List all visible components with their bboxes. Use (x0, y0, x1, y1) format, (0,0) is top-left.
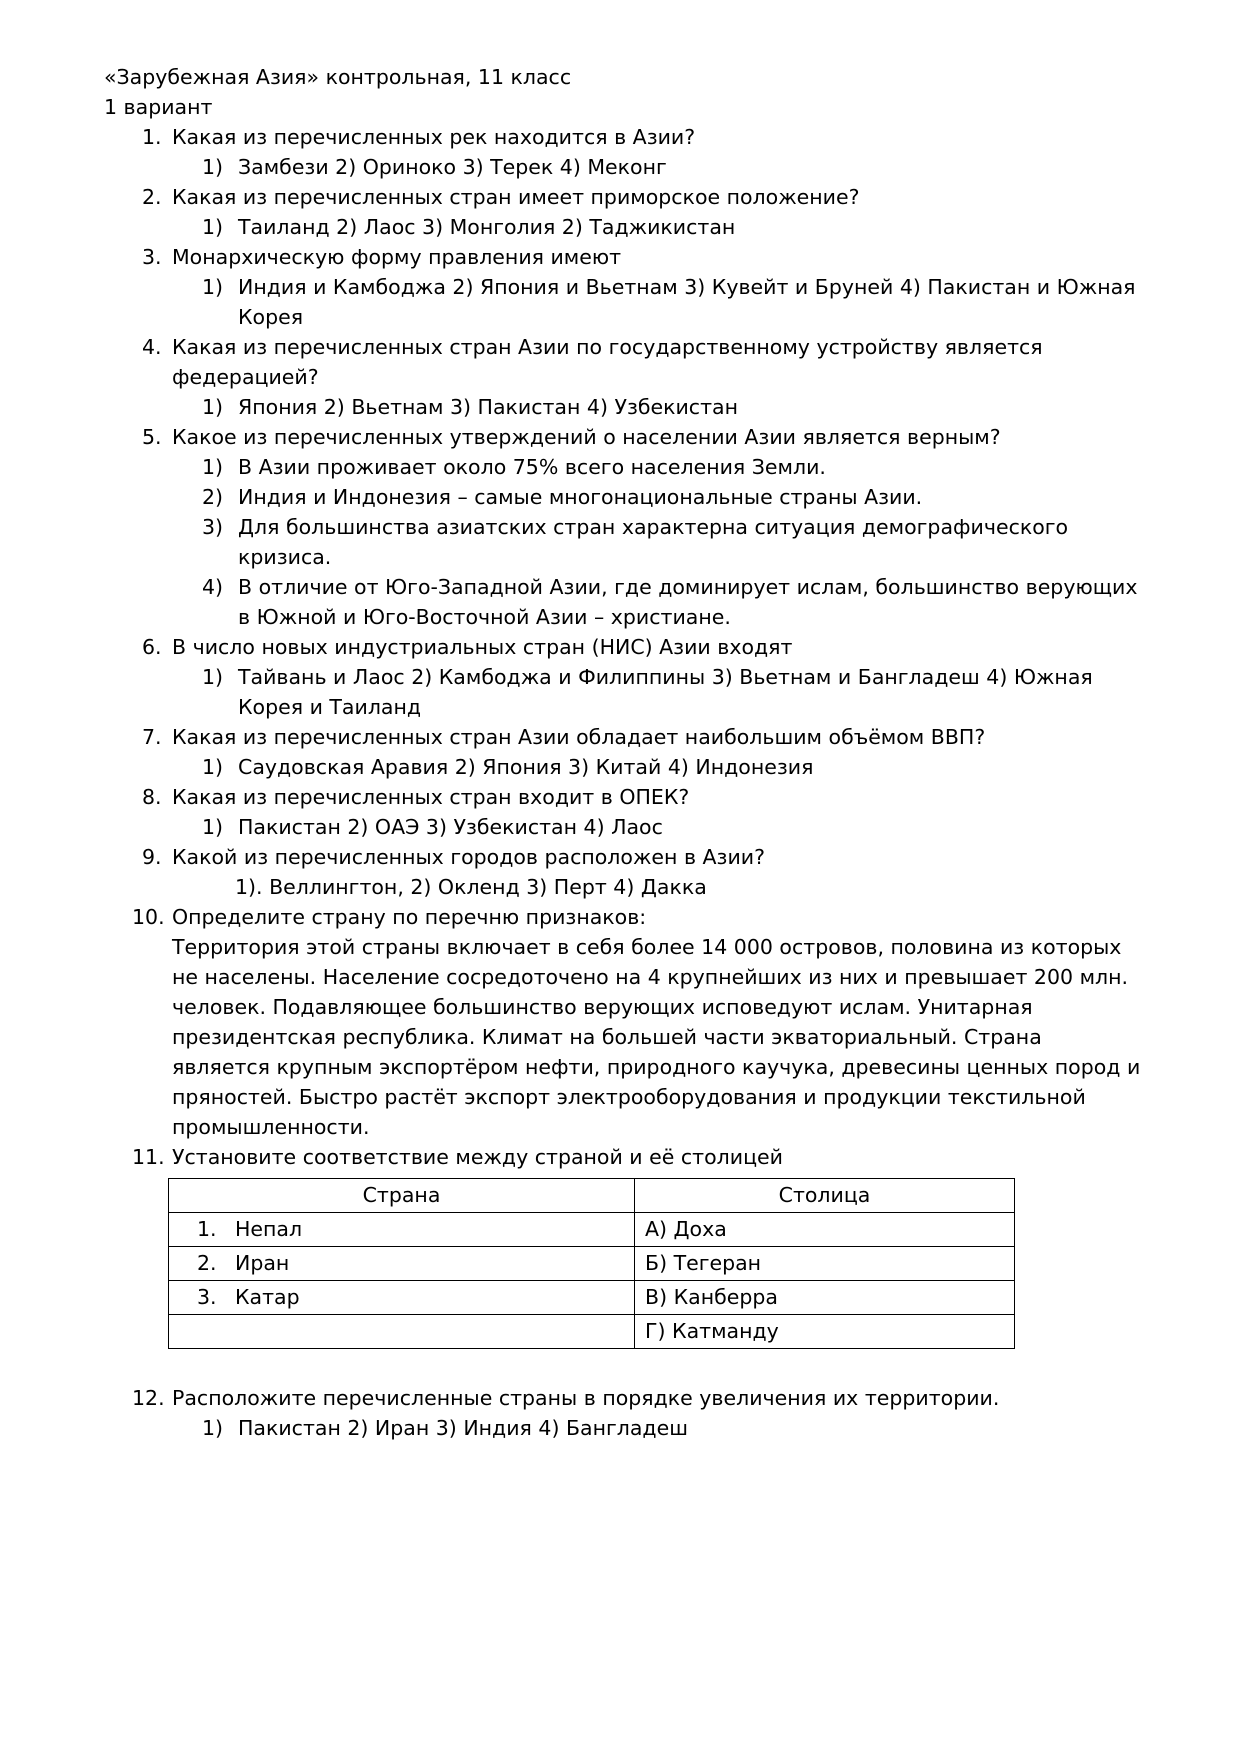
question-2-options-text: Таиланд 2) Лаос 3) Монголия 2) Таджикистан (238, 215, 736, 239)
question-1-options-text: Замбези 2) Ориноко 3) Терек 4) Меконг (238, 155, 667, 179)
question-9 (104, 842, 1141, 902)
question-6 (104, 632, 1141, 722)
country-capital-table (168, 1178, 1015, 1349)
question-10 (104, 902, 1147, 1142)
question-4 (104, 332, 1141, 422)
question-10-text: Определите страну по перечню признаков: (172, 905, 647, 929)
question-12-block (104, 1383, 1141, 1443)
table-row (169, 1247, 1015, 1281)
question-6-text: В число новых индустриальных стран (НИС) Азии входят (172, 635, 793, 659)
question-5-option-1: В Азии проживает около 75% всего населения Земли. (238, 455, 826, 479)
row-index: 2. (197, 1251, 217, 1275)
table-cell-capital: Б) Тегеран (635, 1247, 1015, 1281)
question-2-text: Какая из перечисленных стран имеет приморское положение? (172, 185, 860, 209)
question-8-options-text: Пакистан 2) ОАЭ 3) Узбекистан 4) Лаос (238, 815, 663, 839)
table-cell-country (169, 1281, 635, 1315)
question-3-options-text: Индия и Камбоджа 2) Япония и Вьетнам 3) Кувейт и Бруней 4) Пакистан и Южная Корея (238, 275, 1143, 329)
question-5-option-4: В отличие от Юго-Западной Азии, где доминирует ислам, большинство верующих в Южной и Юго-Восточной Азии – христиане. (238, 575, 1144, 629)
table-row (169, 1213, 1015, 1247)
question-5-option-3: Для большинства азиатских стран характерна ситуация демографического кризиса. (238, 515, 1075, 569)
question-8-text: Какая из перечисленных стран входит в ОПЕК? (172, 785, 690, 809)
table-cell-country (169, 1247, 635, 1281)
question-2-options (172, 212, 1141, 242)
question-11-text: Установите соответствие между страной и её столицей (172, 1145, 783, 1169)
question-12-options (172, 1413, 1141, 1443)
question-7-text: Какая из перечисленных стран Азии обладает наибольшим объёмом ВВП? (172, 725, 986, 749)
country-name: Катар (235, 1285, 300, 1309)
question-12-options-text: Пакистан 2) Иран 3) Индия 4) Бангладеш (238, 1416, 688, 1440)
table-cell-capital: В) Канберра (635, 1281, 1015, 1315)
question-5-text: Какое из перечисленных утверждений о населении Азии является верным? (172, 425, 1001, 449)
question-4-text: Какая из перечисленных стран Азии по государственному устройству является федерацией? (172, 335, 1050, 389)
table-row (169, 1315, 1015, 1349)
question-7-options (172, 752, 1141, 782)
question-6-options (172, 662, 1141, 722)
question-list-continued (104, 1383, 1141, 1443)
variant-line: 1 вариант (104, 95, 213, 119)
question-3-options (172, 272, 1141, 332)
option-marker: 1) (202, 665, 224, 689)
question-9-text: Какой из перечисленных городов расположен в Азии? (172, 845, 765, 869)
table-cell-country (169, 1213, 635, 1247)
option-marker: 1) (202, 395, 224, 419)
question-8 (104, 782, 1141, 842)
question-4-options-text: Япония 2) Вьетнам 3) Пакистан 4) Узбекистан (238, 395, 738, 419)
question-5-option-list (172, 452, 1144, 632)
option-marker: 1) (202, 815, 224, 839)
country-name: Иран (235, 1251, 290, 1275)
row-index: 1. (197, 1217, 217, 1241)
question-7 (104, 722, 1141, 782)
option-marker: 1) (202, 155, 224, 179)
question-3 (104, 242, 1141, 332)
document-title: «Зарубежная Азия» контрольная, 11 класс (104, 65, 572, 89)
row-index: 3. (197, 1285, 217, 1309)
option-marker: 1) (202, 755, 224, 779)
question-6-options-text: Тайвань и Лаос 2) Камбоджа и Филиппины 3) Вьетнам и Бангладеш 4) Южная Корея и Таиланд (238, 665, 1100, 719)
table-cell-country (169, 1315, 635, 1349)
question-3-text: Монархическую форму правления имеют (172, 245, 622, 269)
country-name: Непал (235, 1217, 303, 1241)
question-5-option-2: Индия и Индонезия – самые многонациональные страны Азии. (238, 485, 923, 509)
question-12-text: Расположите перечисленные страны в порядке увеличения их территории. (172, 1386, 1000, 1410)
option-marker: 1) (202, 215, 224, 239)
question-1-options (172, 152, 1141, 182)
question-4-options (172, 392, 1141, 422)
table-header-country: Страна (169, 1179, 635, 1213)
question-list (104, 122, 1147, 1172)
question-1-text: Какая из перечисленных рек находится в Азии? (172, 125, 696, 149)
question-2 (104, 182, 1141, 242)
table-cell-capital: А) Доха (635, 1213, 1015, 1247)
question-11 (104, 1142, 1141, 1172)
question-8-options (172, 812, 1141, 842)
question-12 (104, 1383, 1141, 1443)
question-7-options-text: Саудовская Аравия 2) Япония 3) Китай 4) Индонезия (238, 755, 814, 779)
table-cell-capital: Г) Катманду (635, 1315, 1015, 1349)
question-1 (104, 122, 1141, 182)
option-marker: 1) (202, 275, 224, 299)
table-header-capital: Столица (635, 1179, 1015, 1213)
question-10-description: Территория этой страны включает в себя более 14 000 островов, половина из которых не населены. Население сосредоточено на 4 крупнейших из них и превышает 200 млн. человек. Подавляющее большинство верующих исповедуют ислам. Унитарная президентская республика. Климат на большей части экваториальный. Страна является крупным экспортёром нефти, природного каучука, древесины ценных пород и пряностей. Быстро растёт экспорт электрооборудования и продукции текстильной промышленности. (172, 935, 1147, 1139)
option-marker: 1) (202, 1416, 224, 1440)
question-5 (104, 422, 1144, 632)
question-9-options: 1). Веллингтон, 2) Окленд 3) Перт 4) Дакка (235, 875, 707, 899)
table-row (169, 1281, 1015, 1315)
table-header-row (169, 1179, 1015, 1213)
